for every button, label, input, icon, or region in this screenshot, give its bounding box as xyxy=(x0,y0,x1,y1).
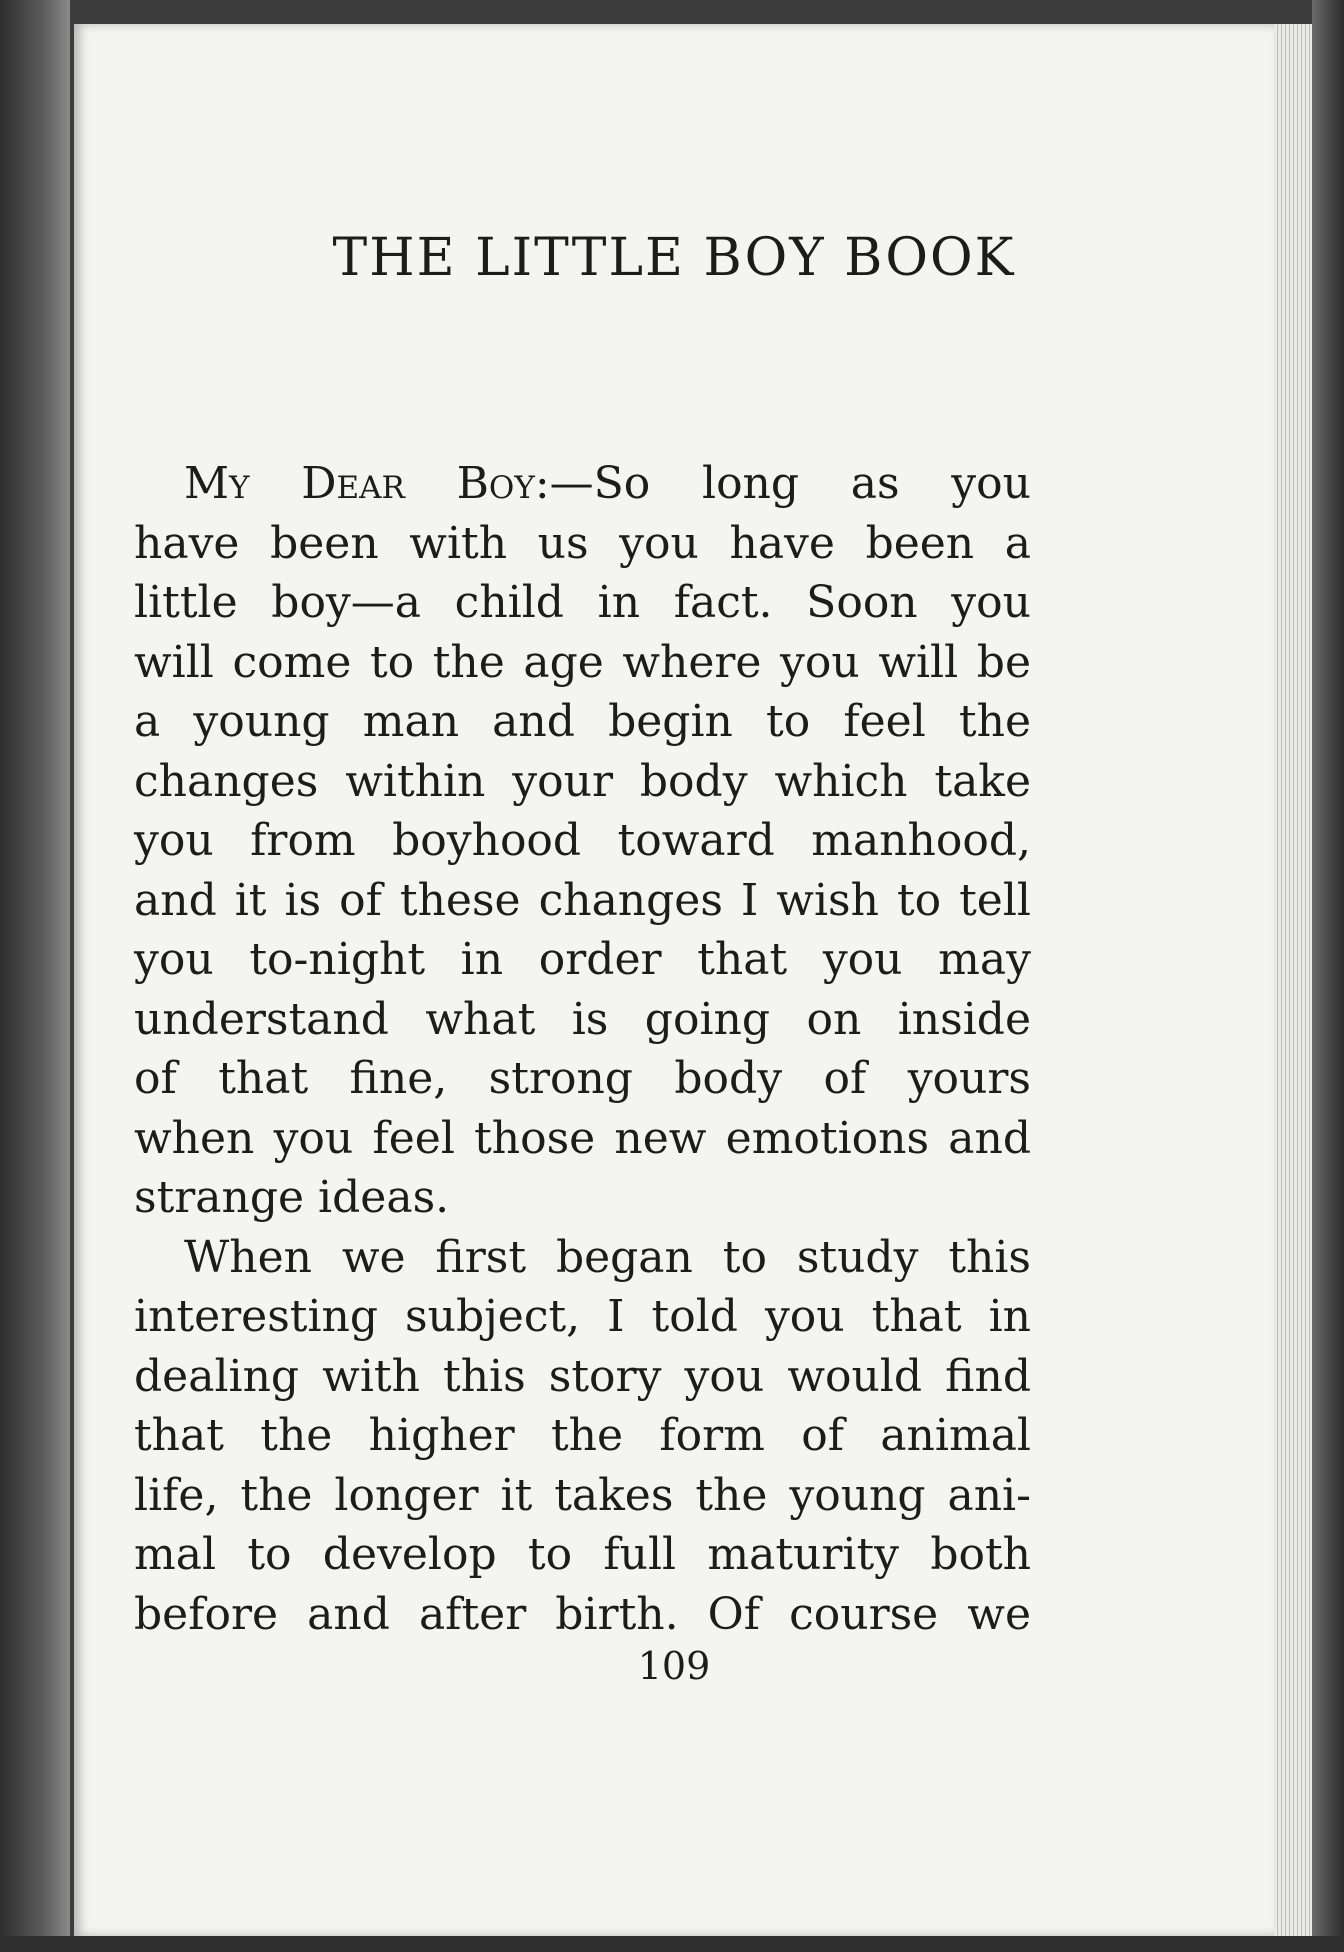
book-page xyxy=(74,24,1274,1936)
text-line: you to-night in order that you may xyxy=(134,934,1031,985)
text-line: changes within your body which take xyxy=(134,755,1031,807)
text-line: and it is of these changes I wish to tell xyxy=(134,874,1031,926)
text-line: life, the longer it takes the young ani- xyxy=(134,1469,1031,1521)
text-line: have been with us you have been a xyxy=(134,517,1031,569)
text-line: a young man and begin to feel the xyxy=(134,696,1031,747)
text-line: when you feel those new emotions and xyxy=(134,1112,1031,1164)
text-line: My Dear Boy:—So long as you xyxy=(184,458,1031,509)
text-line: you from boyhood toward manhood, xyxy=(134,815,1031,866)
text-line: When we first began to study this xyxy=(184,1231,1031,1283)
text-line: interesting subject, I told you that in xyxy=(134,1291,1031,1342)
text-line: of that fine, strong body of yours xyxy=(134,1053,1031,1104)
running-head: THE LITTLE BOY BOOK xyxy=(332,228,1016,288)
text-line: understand what is going on inside xyxy=(134,993,1031,1045)
text-line: mal to develop to full maturity both xyxy=(134,1529,1031,1580)
salutation: My Dear Boy xyxy=(184,458,535,509)
book-cover-edge xyxy=(1312,0,1344,1952)
text-line: before and after birth. Of course we xyxy=(134,1588,1031,1640)
body-text xyxy=(134,454,1031,1644)
facing-page-edge xyxy=(0,0,70,1952)
text-line: little boy—a child in fact. Soon you xyxy=(134,577,1031,628)
paragraph-2 xyxy=(134,1228,1031,1645)
text-line: that the higher the form of animal xyxy=(134,1410,1031,1461)
page-number: 109 xyxy=(637,1644,711,1688)
text-line: strange ideas. xyxy=(134,1172,450,1223)
bottom-scan-edge xyxy=(0,1936,1344,1952)
text-line: dealing with this story you would find xyxy=(134,1350,1031,1402)
paragraph-1 xyxy=(134,454,1031,1228)
text-line: will come to the age where you will be xyxy=(134,636,1031,688)
